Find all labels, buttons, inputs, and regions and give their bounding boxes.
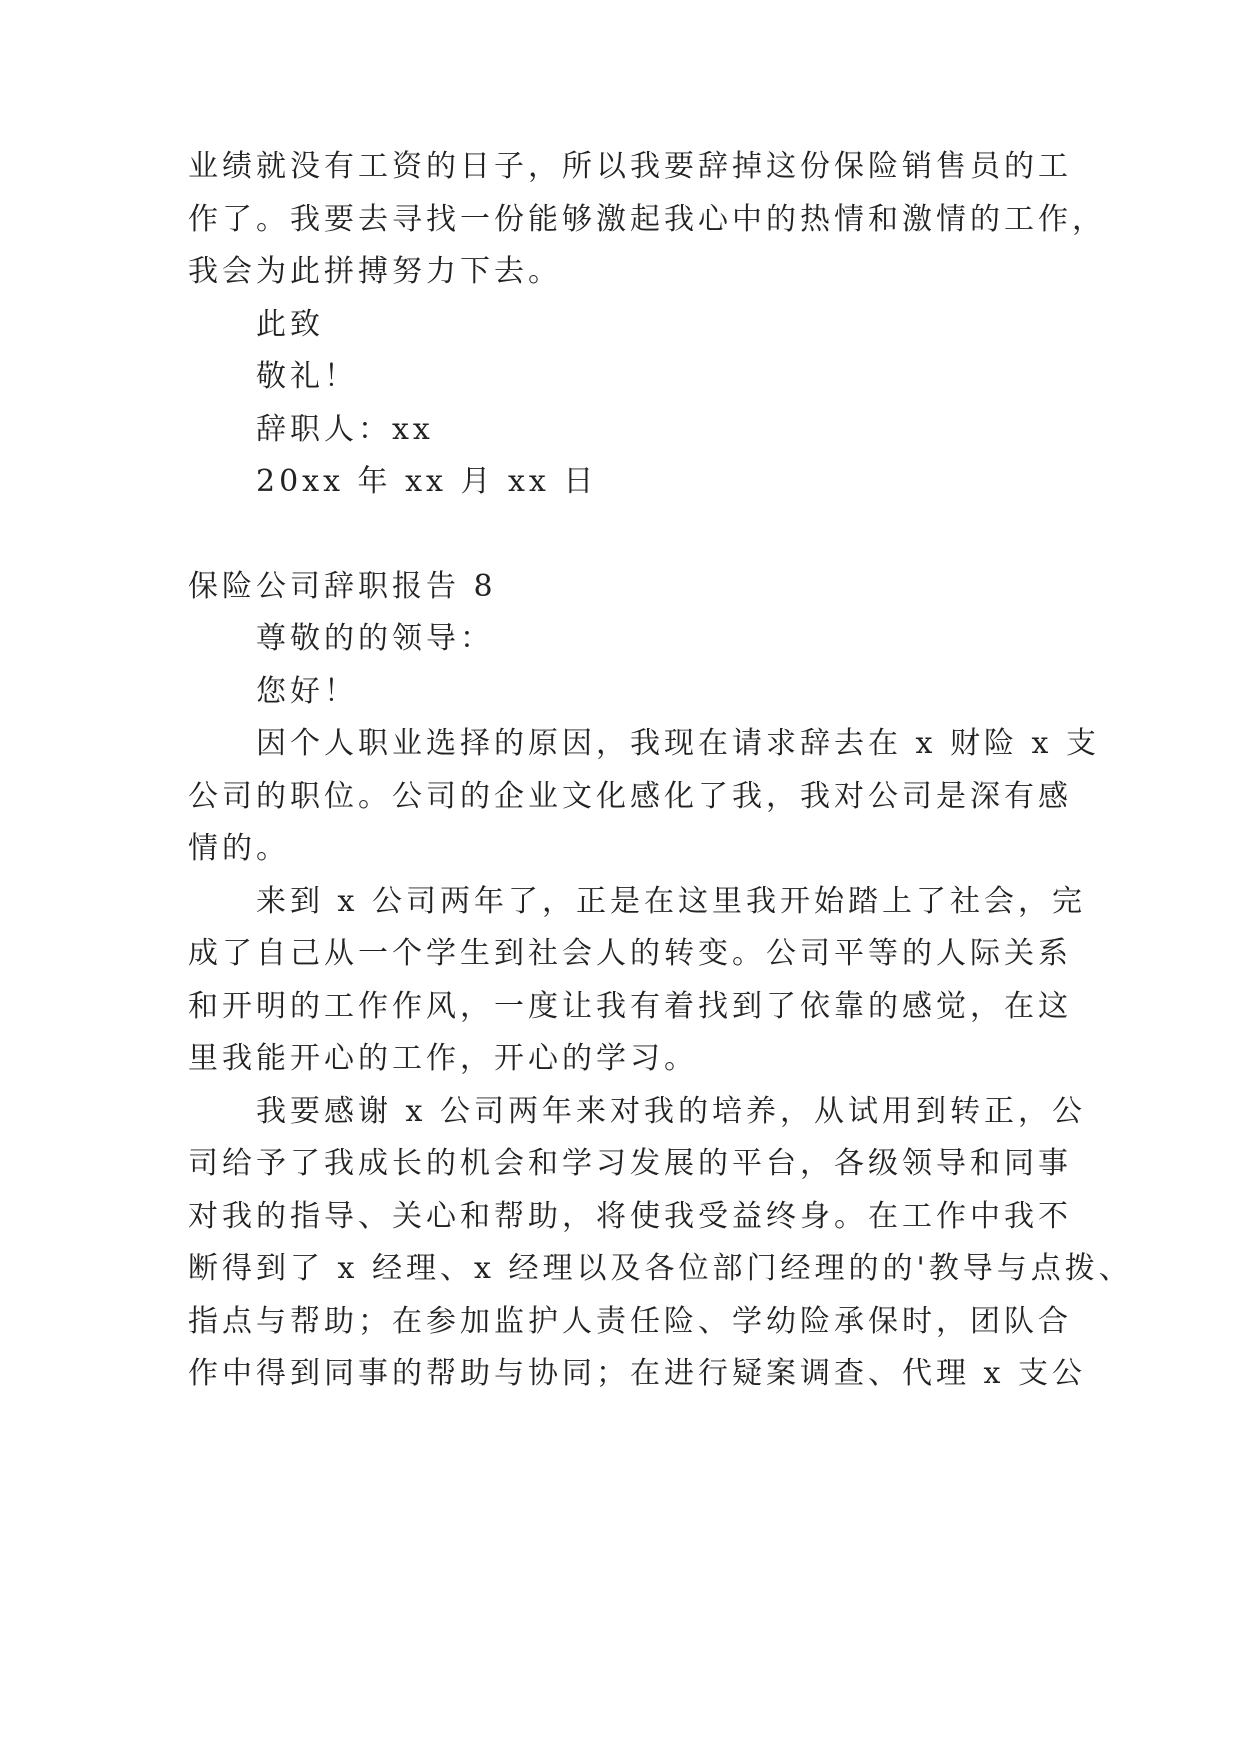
section-title: 保险公司辞职报告 8 — [188, 569, 497, 604]
text-line: 作了。我要去寻找一份能够激起我心中的热情和激情的工作， — [188, 202, 1106, 237]
greeting-line: 您好！ — [256, 674, 358, 709]
text-line: 司给予了我成长的机会和学习发展的平台，各级领导和同事 — [188, 1146, 1072, 1181]
text-line: 公司的职位。公司的企业文化感化了我，我对公司是深有感 — [188, 779, 1072, 814]
text-line: 我要感谢 x 公司两年来对我的培养，从试用到转正，公 — [256, 1094, 1086, 1129]
closing-respects: 敬礼！ — [256, 359, 358, 394]
closing-salutation: 此致 — [256, 307, 324, 342]
greeting-line: 尊敬的的领导： — [256, 621, 494, 656]
text-line: 情的。 — [188, 831, 290, 866]
text-line: 里我能开心的工作，开心的学习。 — [188, 1041, 698, 1076]
text-line: 作中得到同事的帮助与协同；在进行疑案调查、代理 x 支公 — [188, 1356, 1086, 1391]
text-line: 指点与帮助；在参加监护人责任险、学幼险承保时，团队合 — [188, 1304, 1072, 1339]
text-line: 业绩就没有工资的日子，所以我要辞掉这份保险销售员的工 — [188, 149, 1072, 184]
text-line: 我会为此拼搏努力下去。 — [188, 254, 562, 289]
text-line: 来到 x 公司两年了，正是在这里我开始踏上了社会，完 — [256, 884, 1086, 919]
text-line: 因个人职业选择的原因，我现在请求辞去在 x 财险 x 支 — [256, 726, 1100, 761]
text-line: 成了自己从一个学生到社会人的转变。公司平等的人际关系 — [188, 936, 1072, 971]
signer-line: 辞职人：xx — [256, 412, 434, 447]
text-line: 断得到了 x 经理、x 经理以及各位部门经理的的'教导与点拨、 — [188, 1251, 1133, 1286]
text-line: 对我的指导、关心和帮助，将使我受益终身。在工作中我不 — [188, 1199, 1072, 1234]
date-line: 20xx 年 xx 月 xx 日 — [256, 464, 598, 499]
text-line: 和开明的工作作风，一度让我有着找到了依靠的感觉，在这 — [188, 989, 1072, 1024]
